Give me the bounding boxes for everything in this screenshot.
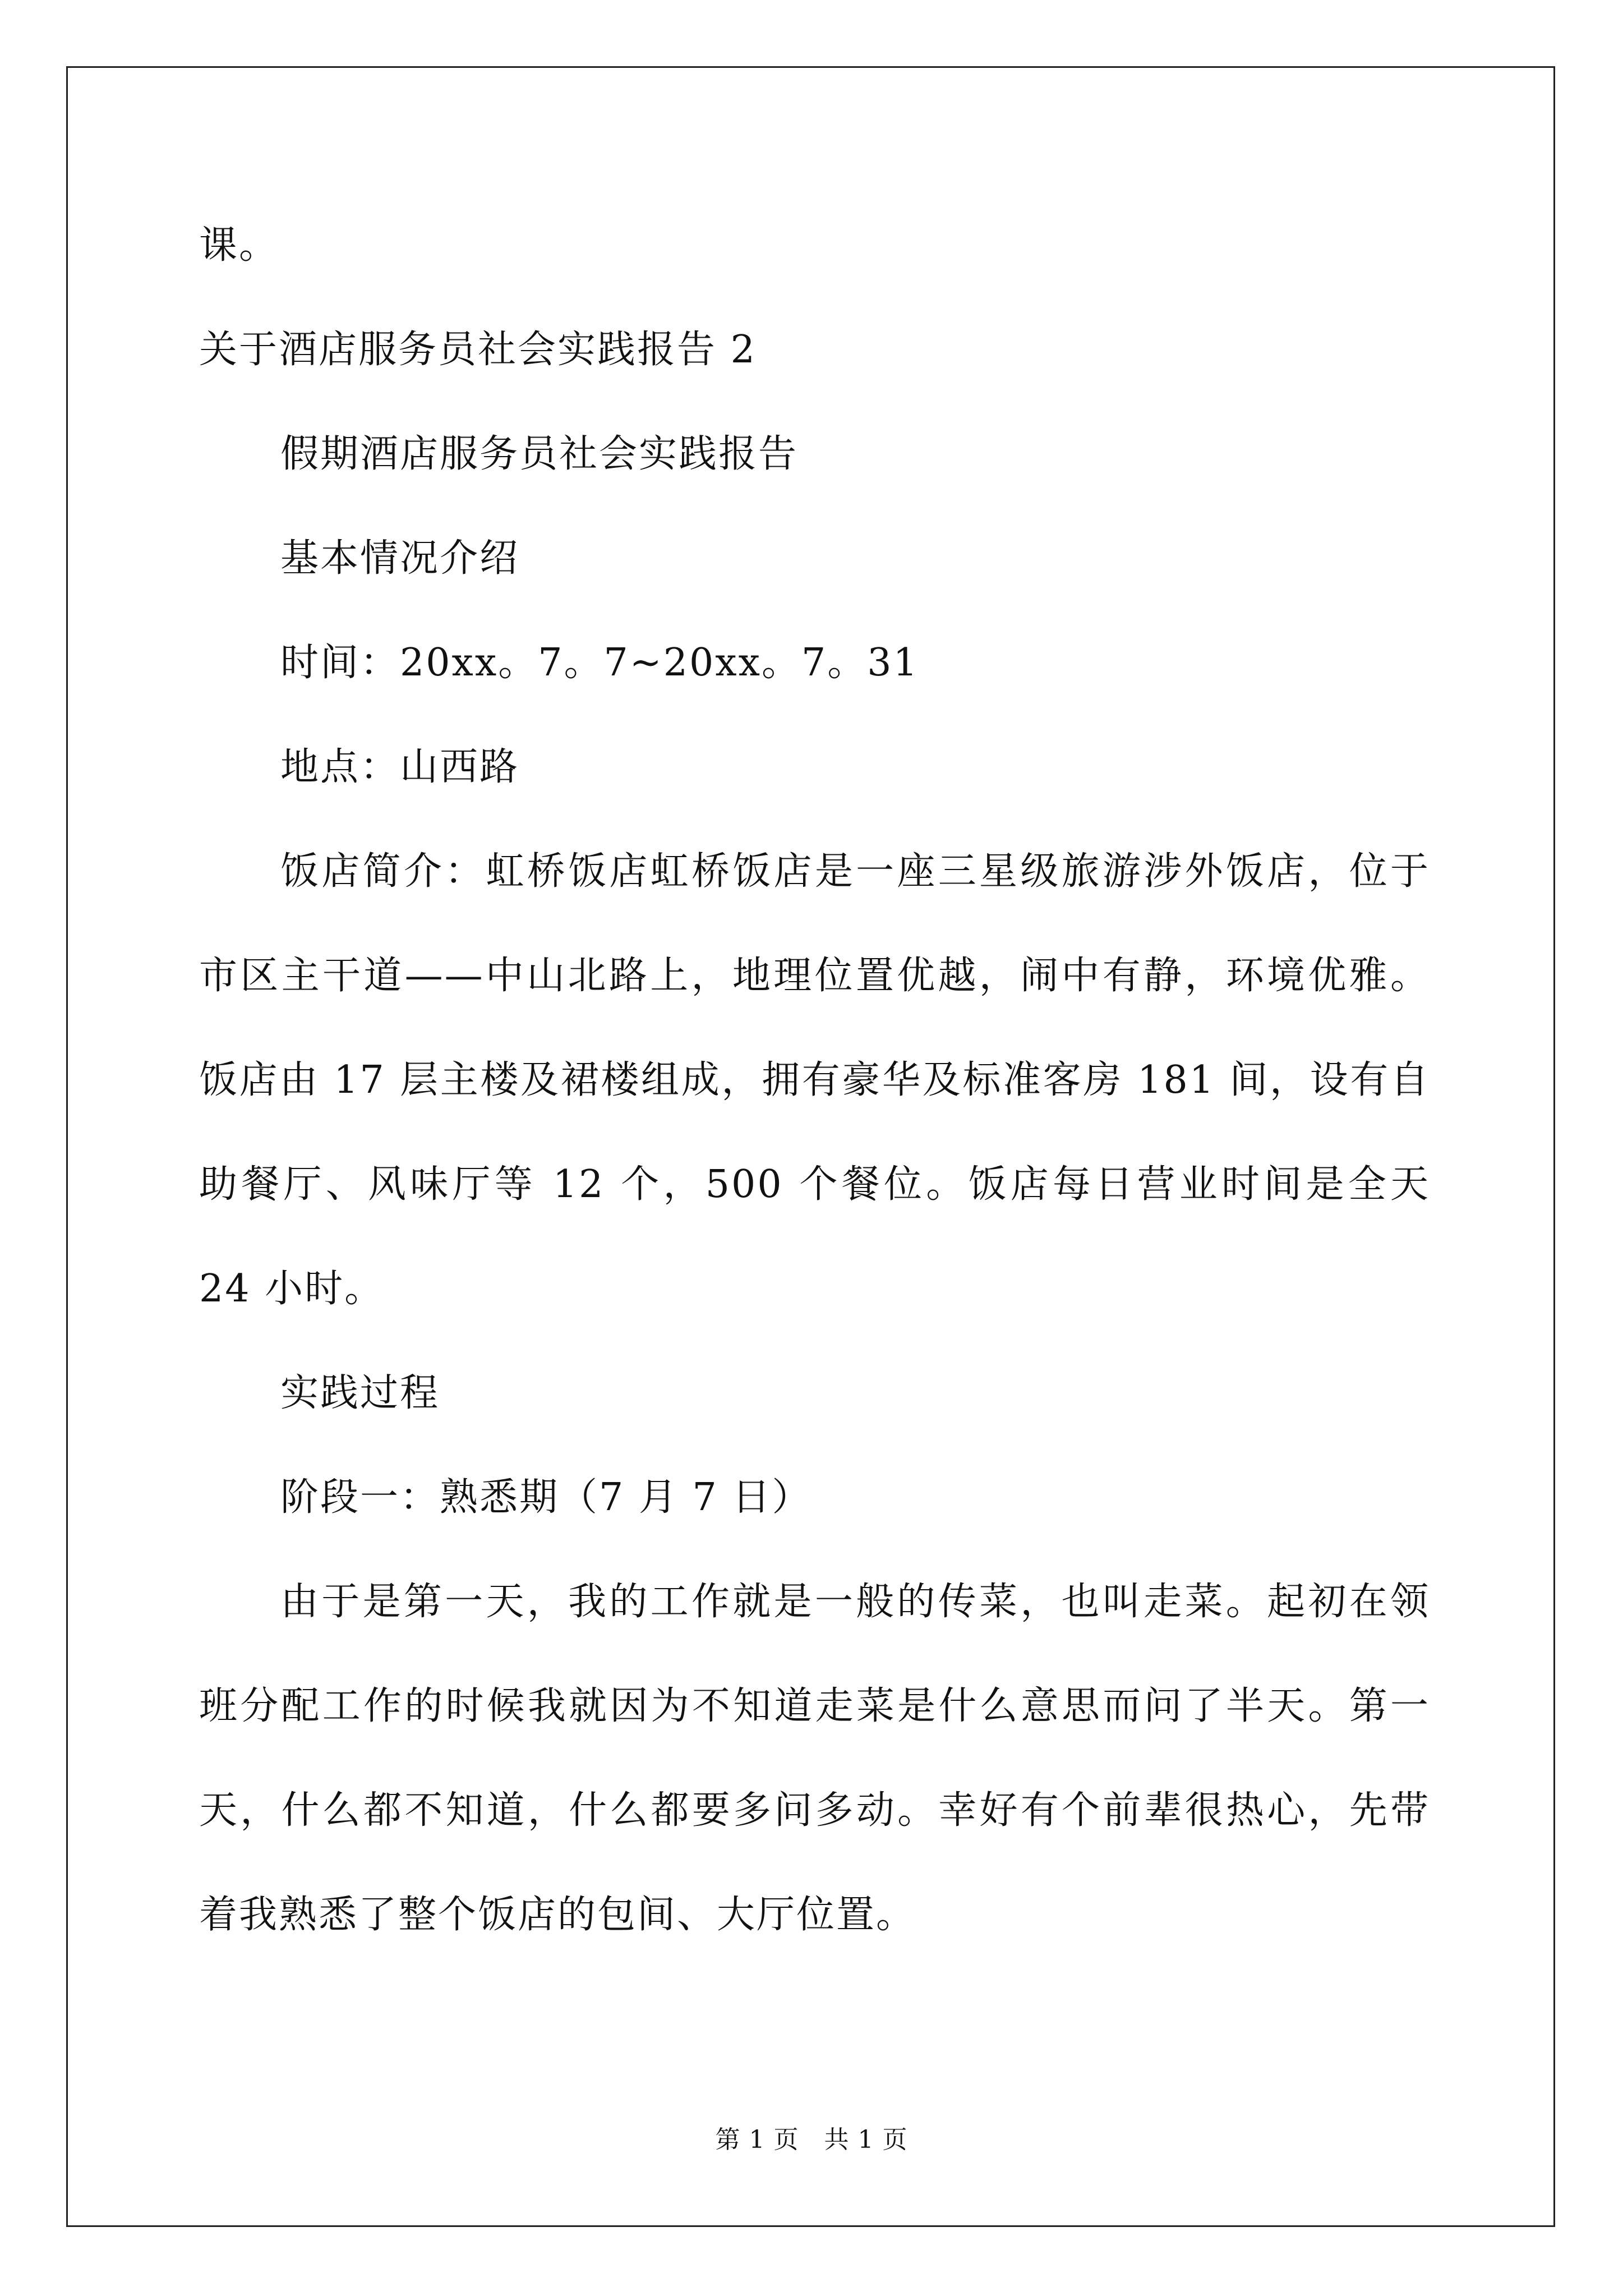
- heading-basic-info: 基本情况介绍: [280, 536, 520, 581]
- document-body: [199, 194, 1430, 1967]
- section-title: 关于酒店服务员社会实践报告 2: [199, 328, 757, 372]
- page-number: 第 1 页: [715, 2125, 799, 2154]
- paragraph-continuation: 课。: [199, 223, 279, 268]
- hotel-introduction-paragraph: 饭店简介：虹桥饭店虹桥饭店是一座三星级旅游涉外饭店，位于市区主干道——中山北路上，地理位置优越，闹中有静，环境优雅。饭店由 17 层主楼及裙楼组成，拥有豪华及标准客房 181 间，设有自助餐厅、风味厅等 12 个，500 个餐位。饭店每日营业时间是全天 24 小时。: [199, 849, 1430, 1311]
- heading-practice-process: 实践过程: [280, 1371, 440, 1415]
- time-line: 时间：20xx。7。7~20xx。7。31: [280, 641, 919, 685]
- page-footer: [0, 2119, 1623, 2155]
- stage-one-heading: 阶段一：熟悉期（7 月 7 日）: [280, 1475, 812, 1520]
- stage-one-paragraph: 由于是第一天，我的工作就是一般的传菜，也叫走菜。起初在领班分配工作的时候我就因为不知道走菜是什么意思而问了半天。第一天，什么都不知道，什么都要多问多动。幸好有个前辈很热心，先带着我熟悉了整个饭店的包间、大厅位置。: [199, 1580, 1430, 1937]
- page-count: 共 1 页: [824, 2125, 908, 2154]
- report-title: 假期酒店服务员社会实践报告: [280, 432, 799, 476]
- location-line: 地点：山西路: [280, 745, 520, 789]
